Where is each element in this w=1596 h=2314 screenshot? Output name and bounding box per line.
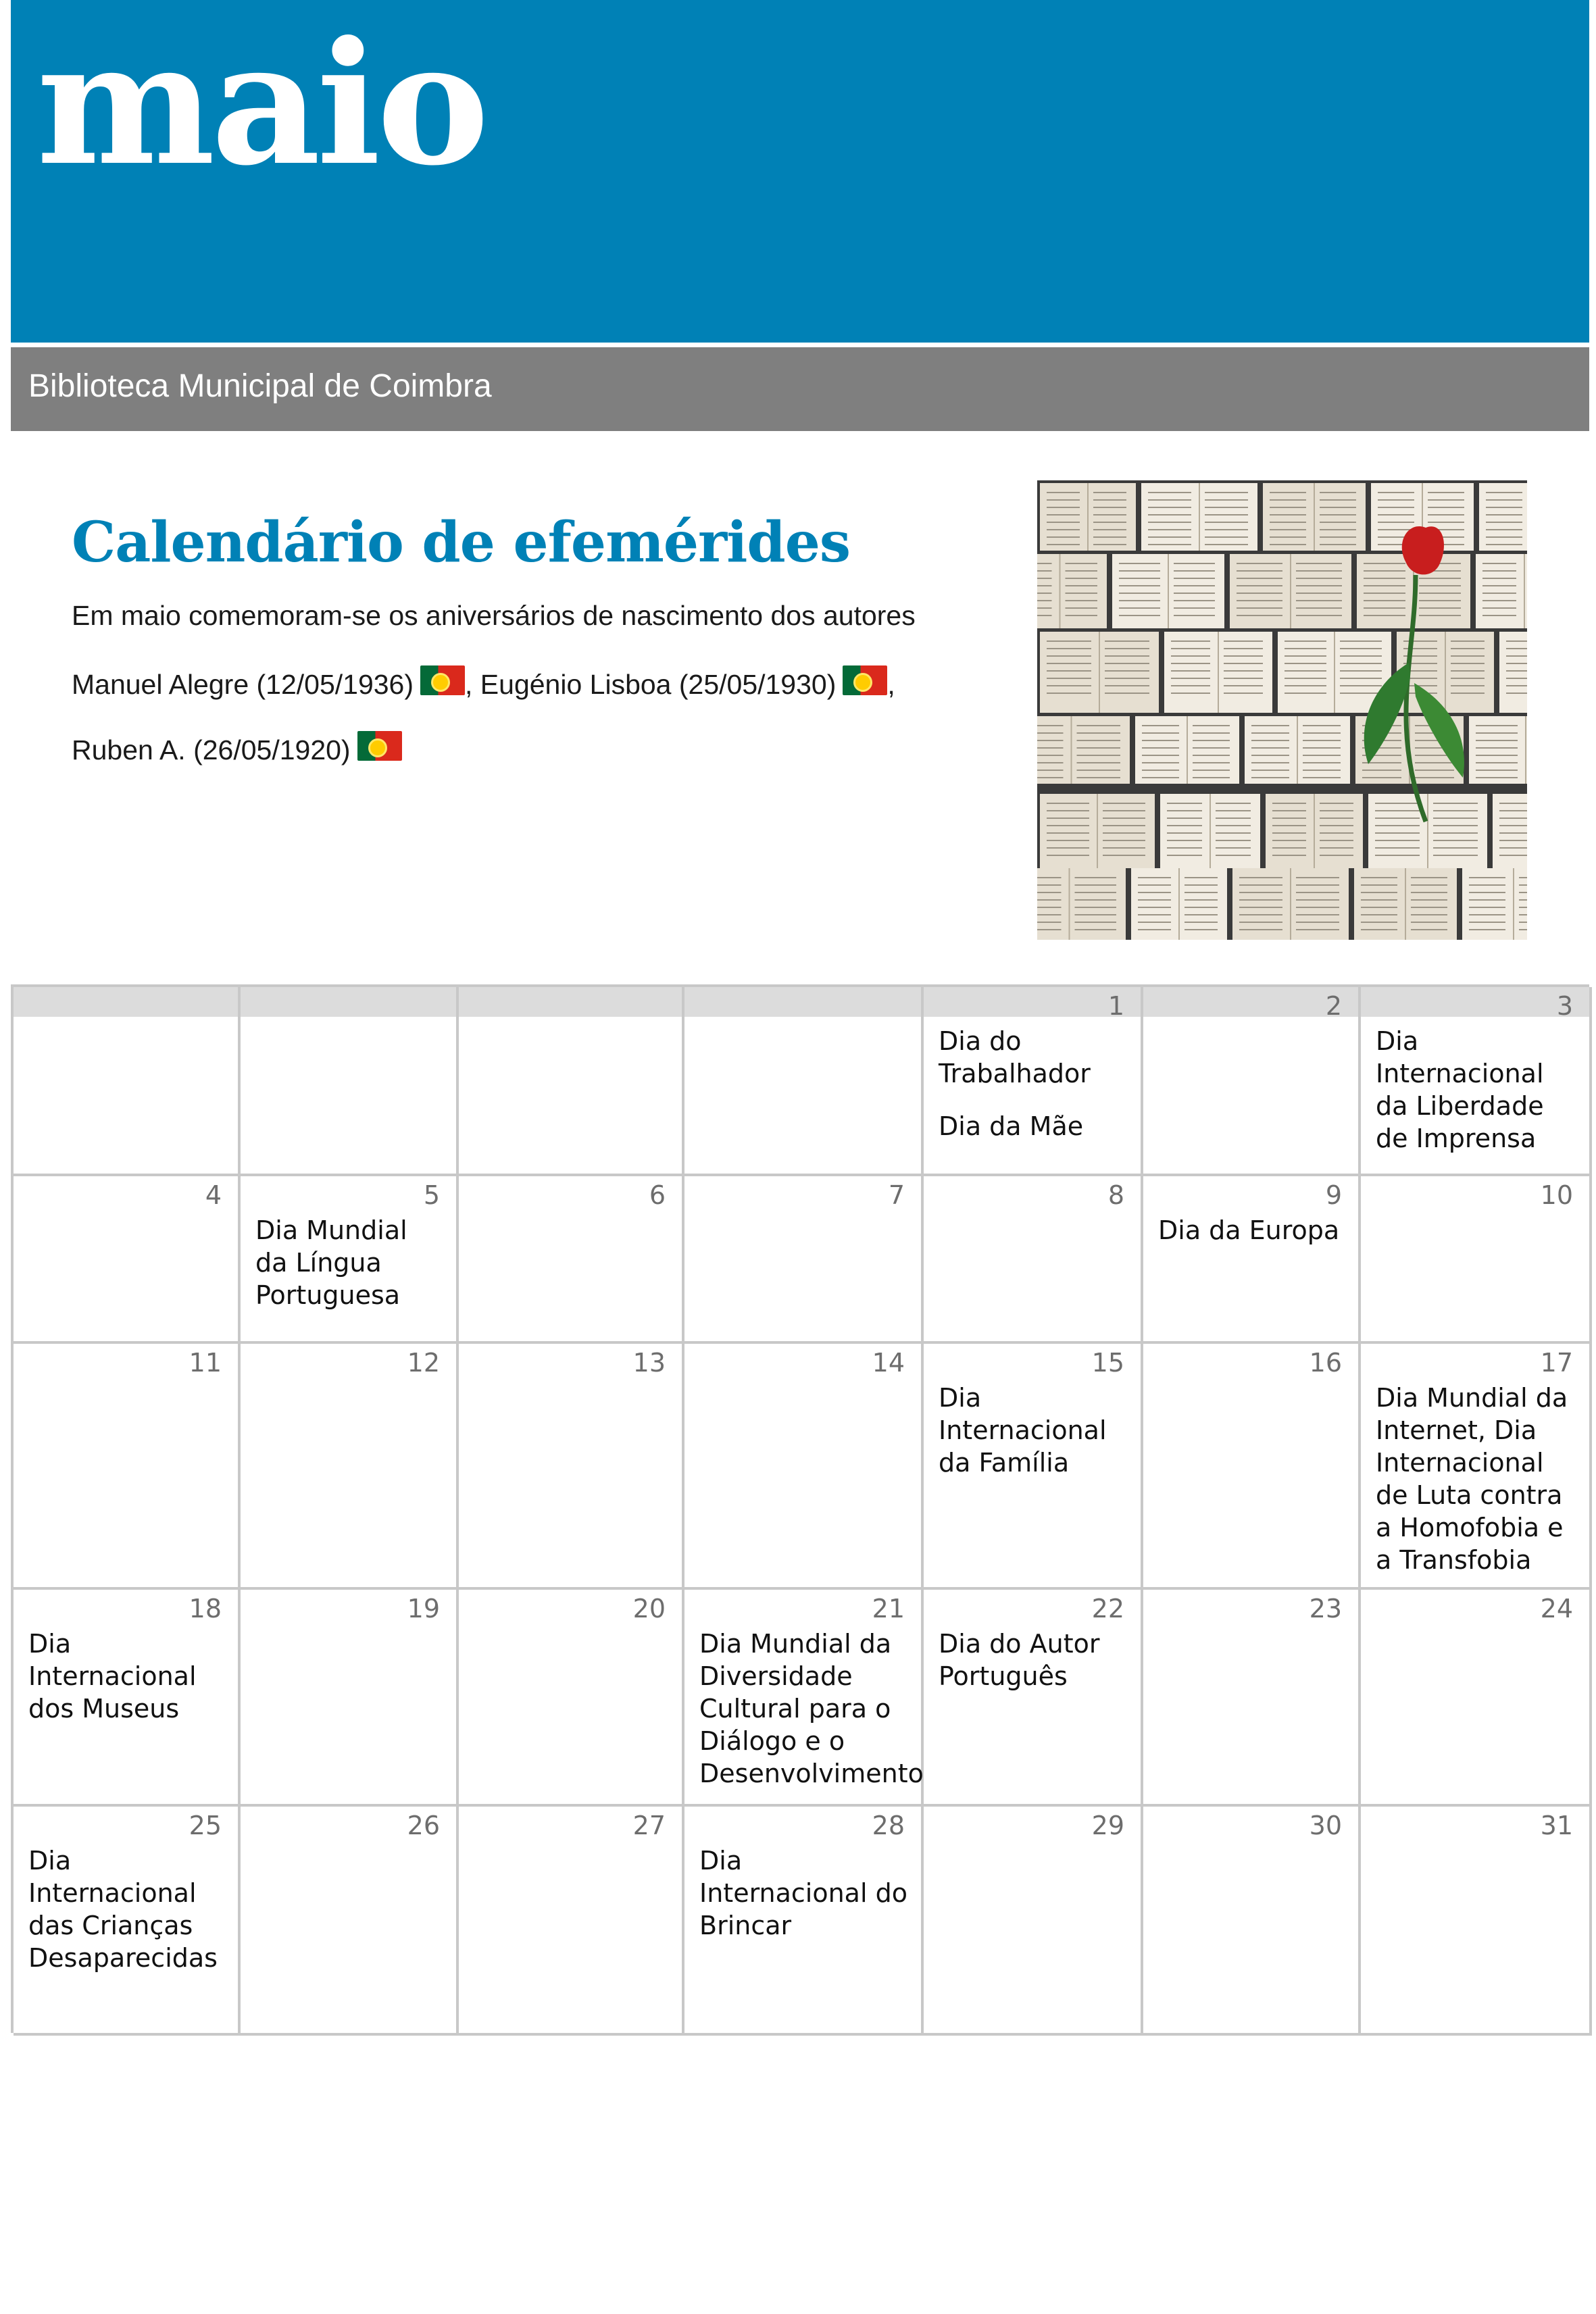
calendar-day-cell — [684, 987, 924, 1176]
calendar-day-cell — [924, 987, 1143, 1176]
day-number: 16 — [1309, 1348, 1342, 1378]
intro-authors-line-2 — [72, 731, 402, 766]
event-label: Dia do Trabalhador — [939, 1026, 1091, 1088]
day-number: 30 — [1309, 1811, 1342, 1840]
event-label: Dia Internacional da Liberdade de Imprensa — [1376, 1026, 1544, 1153]
day-number: 17 — [1540, 1348, 1573, 1378]
day-number: 23 — [1309, 1594, 1342, 1624]
calendar-day-cell — [14, 987, 241, 1176]
event-label: Dia Internacional das Crianças Desaparecidas — [28, 1846, 218, 1973]
day-number: 15 — [1091, 1348, 1124, 1378]
calendar-day-cell — [684, 1176, 924, 1344]
portugal-flag-icon — [357, 731, 402, 761]
calendar-day-cell — [459, 1807, 684, 2036]
day-number: 10 — [1540, 1180, 1573, 1210]
calendar-day-cell — [241, 1344, 459, 1590]
calendar-day-cell — [459, 1590, 684, 1807]
calendar-day-cell — [241, 987, 459, 1176]
calendar-day-cell — [1143, 1590, 1361, 1807]
calendar-day-cell — [14, 1590, 241, 1807]
day-number: 22 — [1091, 1594, 1124, 1624]
month-banner — [11, 0, 1589, 343]
event-list — [28, 1628, 228, 1725]
event-label: Dia Internacional dos Museus — [28, 1629, 197, 1724]
organization-bar — [11, 347, 1589, 431]
event-list — [1158, 1214, 1349, 1247]
calendar-day-cell — [1143, 1344, 1361, 1590]
event-label: Dia Mundial da Língua Portuguesa — [255, 1215, 407, 1310]
day-number: 28 — [872, 1811, 905, 1840]
event-list — [939, 1628, 1131, 1692]
calendar-title: Calendário de efemérides — [72, 510, 851, 575]
day-number: 7 — [888, 1180, 905, 1210]
calendar-day-cell — [684, 1590, 924, 1807]
event-list — [1376, 1382, 1580, 1576]
event-list — [939, 1382, 1131, 1479]
intro-authors-line — [72, 665, 895, 701]
day-number: 5 — [423, 1180, 440, 1210]
intro-line-1: Em maio comemoram-se os aniversários de nascimento dos autores — [72, 600, 916, 631]
calendar-day-cell — [459, 1344, 684, 1590]
calendar-day-cell — [241, 1590, 459, 1807]
calendar-day-cell — [1361, 1344, 1592, 1590]
day-number: 24 — [1540, 1594, 1573, 1624]
event-label: Dia Internacional do Brincar — [699, 1846, 907, 1940]
books-tulip-photo — [1037, 480, 1527, 940]
day-number: 18 — [189, 1594, 222, 1624]
calendar-day-cell — [459, 1176, 684, 1344]
author-ruben-a: Ruben A. (26/05/1920) — [72, 734, 351, 765]
calendar-day-cell — [1143, 1176, 1361, 1344]
event-list — [255, 1214, 447, 1311]
day-number: 2 — [1325, 991, 1342, 1021]
event-label: Dia da Europa — [1158, 1215, 1340, 1245]
day-number: 3 — [1556, 991, 1573, 1021]
calendar-grid — [11, 984, 1589, 2033]
calendar-day-cell — [14, 1176, 241, 1344]
organization-name: Biblioteca Municipal de Coimbra — [28, 368, 492, 404]
calendar-day-cell — [1143, 987, 1361, 1176]
calendar-day-cell — [14, 1344, 241, 1590]
event-label: Dia da Mãe — [939, 1111, 1084, 1141]
calendar-day-cell — [241, 1807, 459, 2036]
calendar-day-cell — [924, 1344, 1143, 1590]
day-number: 1 — [1107, 991, 1124, 1021]
calendar-day-cell — [1361, 1176, 1592, 1344]
event-label: Dia Mundial da Diversidade Cultural para o Diálogo e o Desenvolvimento — [699, 1629, 924, 1788]
event-label: Dia Internacional da Família — [939, 1383, 1107, 1478]
calendar-day-cell — [1361, 1590, 1592, 1807]
intro-text — [72, 600, 916, 632]
author-eugenio-lisboa: , Eugénio Lisboa (25/05/1930) — [465, 669, 837, 700]
event-list — [1376, 1025, 1580, 1155]
event-label: Dia do Autor Português — [939, 1629, 1100, 1691]
day-number: 29 — [1091, 1811, 1124, 1840]
event-list — [699, 1844, 912, 1942]
day-number: 27 — [632, 1811, 666, 1840]
day-number: 9 — [1325, 1180, 1342, 1210]
event-list — [939, 1025, 1131, 1142]
calendar-day-cell — [1361, 1807, 1592, 2036]
day-number: 12 — [407, 1348, 440, 1378]
author-manuel-alegre: Manuel Alegre (12/05/1936) — [72, 669, 414, 700]
separator-comma: , — [887, 669, 895, 700]
day-number: 14 — [872, 1348, 905, 1378]
calendar-day-cell — [924, 1590, 1143, 1807]
calendar-day-cell — [1361, 987, 1592, 1176]
event-label: Dia Mundial da Internet, Dia Internacional de Luta contra a Homofobia e a Transfobia — [1376, 1383, 1568, 1575]
calendar-day-cell — [684, 1344, 924, 1590]
day-number: 20 — [632, 1594, 666, 1624]
event-list — [699, 1628, 924, 1790]
day-number: 11 — [189, 1348, 222, 1378]
day-number: 26 — [407, 1811, 440, 1840]
event-list — [28, 1844, 228, 1974]
day-number: 21 — [872, 1594, 905, 1624]
books-illustration — [1037, 480, 1527, 940]
day-number: 19 — [407, 1594, 440, 1624]
calendar-day-cell — [684, 1807, 924, 2036]
month-title: maio — [36, 4, 486, 203]
portugal-flag-icon — [420, 665, 465, 695]
calendar-day-cell — [241, 1176, 459, 1344]
day-number: 4 — [205, 1180, 222, 1210]
calendar-day-cell — [924, 1176, 1143, 1344]
calendar-day-cell — [1143, 1807, 1361, 2036]
day-number: 25 — [189, 1811, 222, 1840]
portugal-flag-icon — [843, 665, 887, 695]
calendar-day-cell — [14, 1807, 241, 2036]
day-number: 8 — [1107, 1180, 1124, 1210]
calendar-day-cell — [924, 1807, 1143, 2036]
day-number: 6 — [649, 1180, 666, 1210]
day-number: 13 — [632, 1348, 666, 1378]
day-number: 31 — [1540, 1811, 1573, 1840]
calendar-day-cell — [459, 987, 684, 1176]
